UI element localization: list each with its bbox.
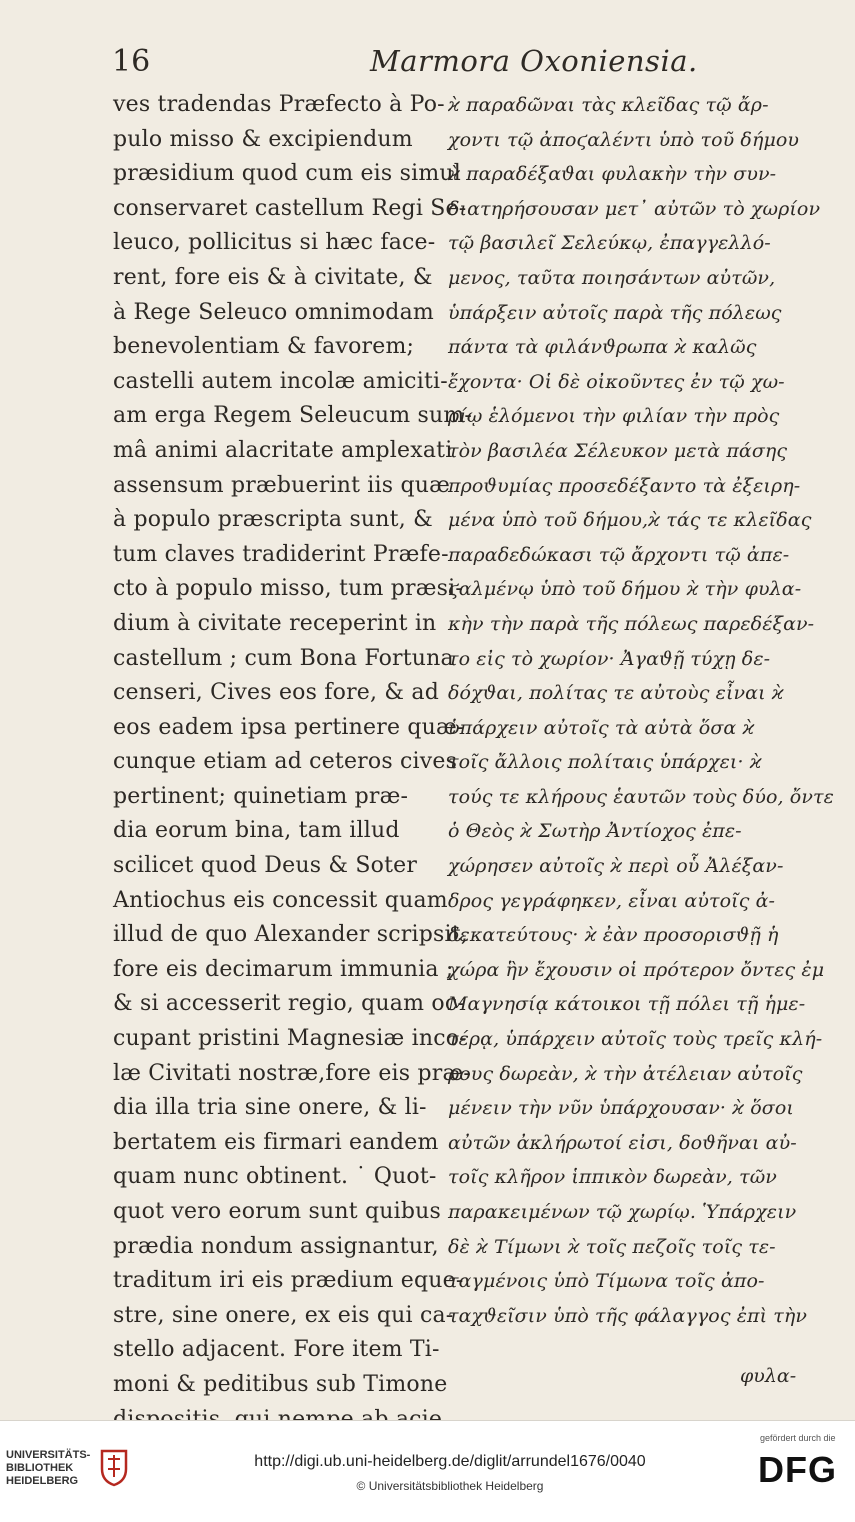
text-line: stello adjacent. Fore item Ti-: [113, 1337, 440, 1363]
text-line: dia illa tria sine onere, & li-: [113, 1095, 427, 1121]
text-line: τέρᾳ, ὑπάρχειν αὐτοῖς τοὺς τρεῖς κλή-: [448, 1028, 823, 1051]
text-line: moni & peditibus sub Timone: [113, 1371, 448, 1397]
dfg-caption: gefördert durch die: [760, 1433, 836, 1443]
text-line: castelli autem incolæ amiciti-: [113, 368, 448, 394]
text-line: τοῖς ἄλλοις πολίταις ὑπάρχει· ϰ̀: [448, 751, 762, 774]
text-line: ves tradendas Præfecto à Po-: [113, 92, 445, 117]
text-line: Μαγνησίᾳ κάτοικοι τῇ πόλει τῇ ἡμε-: [448, 993, 806, 1016]
text-line: dium à civitate receperint in: [113, 610, 437, 636]
text-line: fore eis decimarum immunia ;: [113, 956, 454, 982]
text-line: benevolentiam & favorem;: [113, 334, 415, 360]
library-seal-icon: [96, 1447, 132, 1487]
text-line: am erga Regem Seleucum sum-: [113, 403, 473, 429]
text-line: quam nunc obtinent. ˙ Quot-: [113, 1164, 437, 1190]
text-line: μένειν τὴν νῦν ὑπάρχουσαν· ϰ̀ ὅσοι: [448, 1097, 794, 1120]
text-line: leuco, pollicitus si hæc face-: [113, 230, 436, 256]
text-line: χώρησεν αὐτοῖς ϰ̀ περὶ οὗ Ἀλέξαν-: [448, 855, 784, 878]
page-header: [100, 40, 800, 80]
latin-column: [113, 88, 473, 1437]
text-line: ταγμένοις ὑπὸ Τίμωνα τοῖς ἀπο-: [448, 1270, 765, 1293]
text-line: ὑπάρχειν αὐτοῖς τὰ αὐτὰ ὅσα ϰ̀: [448, 716, 755, 739]
text-line: stre, sine onere, ex eis qui ca-: [113, 1302, 454, 1328]
text-line: αὐτῶν ἀκλήρωτοί εἰσι, δοϑῆναι αὐ-: [448, 1131, 797, 1154]
text-line: ϛαλμένῳ ὑπὸ τοῦ δήμου ϰ̀ τὴν φυλα-: [448, 578, 802, 601]
text-line: δεκατεύτους· ϰ̀ ἐὰν προσορισϑῇ ἡ: [448, 924, 779, 947]
text-line: διατηρήσουσαν μετ᾽ αὐτῶν τὸ χωρίον: [448, 197, 821, 220]
text-line: traditum iri eis prædium eque-: [113, 1268, 464, 1294]
text-line: rent, fore eis & à civitate, &: [113, 264, 433, 290]
text-line: χοντι τῷ ἀποϛαλέντι ὑπὸ τοῦ δήμου: [448, 128, 800, 151]
text-line: πάντα τὰ φιλάνϑρωπα ϰ̀ καλῶς: [448, 336, 757, 359]
text-line: cupant pristini Magnesiæ inco-: [113, 1026, 467, 1052]
dfg-logo: DFG: [758, 1449, 837, 1490]
text-line: tum claves tradiderint Præfe-: [113, 541, 449, 567]
text-line: ρους δωρεὰν, ϰ̀ τὴν ἀτέλειαν αὐτοῖς: [448, 1062, 803, 1085]
library-logo-text: [6, 1449, 96, 1488]
text-line: τῷ βασιλεῖ Σελεύκῳ, ἐπαγγελλό-: [448, 232, 771, 255]
text-line: ϰ̀ παραδέξαϑαι φυλακὴν τὴν συν-: [448, 163, 777, 186]
text-line: ρίῳ ἑλόμενοι τὴν φιλίαν τὴν πρὸς: [448, 405, 780, 428]
page-number: 16: [112, 44, 151, 79]
text-line: bertatem eis firmari eandem: [113, 1129, 439, 1155]
text-line: prædia nondum assignantur,: [113, 1233, 439, 1259]
text-line: à Rege Seleuco omnimodam: [113, 299, 434, 325]
text-line: ὁ Θεὸς ϰ̀ Σωτὴρ Ἀντίοχος ἐπε-: [448, 820, 742, 843]
text-line: ϰ̀ παραδῶναι τὰς κλεῖδας τῷ ἄρ-: [448, 94, 769, 116]
text-line: ὑπάρξειν αὐτοῖς παρὰ τῆς πόλεως: [448, 301, 782, 324]
greek-column: [448, 88, 834, 1333]
text-line: quot vero eorum sunt quibus: [113, 1199, 442, 1224]
text-line: τοῖς κλῆρον ἱππικὸν δωρεὰν, τῶν: [448, 1166, 777, 1189]
text-line: censeri, Cives eos fore, & ad: [113, 680, 439, 706]
text-line: ἔχοντα· Οἱ δὲ οἰκοῦντες ἐν τῷ χω-: [448, 370, 785, 393]
text-line: Antiochus eis concessit quam: [113, 887, 448, 913]
text-line: παρακειμένων τῷ χωρίῳ. Ὑπάρχειν: [448, 1201, 797, 1223]
text-line: το εἰς τὸ χωρίον· Ἀγαϑῇ τύχῃ δε-: [448, 647, 771, 670]
text-line: dia eorum bina, tam illud: [113, 818, 400, 844]
text-line: δρος γεγράφηκεν, εἶναι αὐτοῖς ἀ-: [448, 889, 776, 912]
text-line: μενος, ταῦτα ποιησάντων αὐτῶν,: [448, 266, 776, 289]
permalink-link[interactable]: http://digi.ub.uni-heidelberg.de/diglit/arrundel1676/0040: [254, 1453, 646, 1470]
text-line: cto à populo misso, tum præsi-: [113, 576, 463, 602]
text-line: conservaret castellum Regi Se-: [113, 195, 467, 221]
catchword: φυλα-: [740, 1365, 797, 1387]
text-line: κὴν τὴν παρὰ τῆς πόλεως παρεδέξαν-: [448, 612, 815, 635]
text-line: scilicet quod Deus & Soter: [113, 853, 418, 879]
text-line: illud de quo Alexander scripsit,: [113, 922, 468, 948]
text-line: προϑυμίας προσεδέξαντο τὰ ἐξειρη-: [448, 474, 801, 497]
text-line: cunque etiam ad ceteros cives: [113, 749, 458, 775]
text-line: à populo præscripta sunt, &: [113, 507, 433, 533]
logo-line: BIBLIOTHEK: [6, 1462, 74, 1474]
text-line: δὲ ϰ̀ Τίμωνι ϰ̀ τοῖς πεζοῖς τοῖς τε-: [448, 1235, 776, 1258]
logo-line: HEIDELBERG: [6, 1475, 79, 1487]
library-footer: [0, 1420, 855, 1522]
text-line: præsidium quod cum eis simul: [113, 161, 461, 187]
text-line: pulo misso & excipiendum: [113, 126, 413, 152]
text-line: τὸν βασιλέα Σέλευκον μετὰ πάσης: [448, 439, 788, 462]
text-line: læ Civitati nostræ,fore eis præ-: [113, 1060, 471, 1086]
text-line: μένα ὑπὸ τοῦ δήμου,ϰ̀ τάς τε κλεῖδας: [448, 509, 812, 532]
text-line: eos eadem ipsa pertinere quæ-: [113, 714, 465, 740]
text-line: assensum præbuerint iis quæ: [113, 472, 450, 498]
text-line: παραδεδώκασι τῷ ἄρχοντι τῷ ἀπε-: [448, 543, 790, 566]
text-line: ταχϑεῖσιν ὑπὸ τῆς φάλαγγος ἐπὶ τὴν: [448, 1304, 808, 1327]
text-line: castellum ; cum Bona Fortuna: [113, 645, 454, 671]
logo-line: UNIVERSITÄTS-: [6, 1449, 91, 1461]
running-head: Marmora Oxoniensia.: [370, 44, 698, 78]
text-line: mâ animi alacritate amplexati: [113, 437, 453, 463]
text-line: pertinent; quinetiam præ-: [113, 783, 409, 809]
text-line: τούς τε κλήρους ἑαυτῶν τοὺς δύο, ὄντε: [448, 785, 834, 808]
text-line: & si accesserit regio, quam oc-: [113, 991, 465, 1017]
text-line: δόχϑαι, πολίτας τε αὐτοὺς εἶναι ϰ̀: [448, 682, 784, 705]
text-line: χώρα ἣν ἔχουσιν οἱ πρότερον ὄντες ἐμ: [448, 958, 825, 981]
copyright-notice: © Universitätsbibliothek Heidelberg: [356, 1479, 544, 1493]
